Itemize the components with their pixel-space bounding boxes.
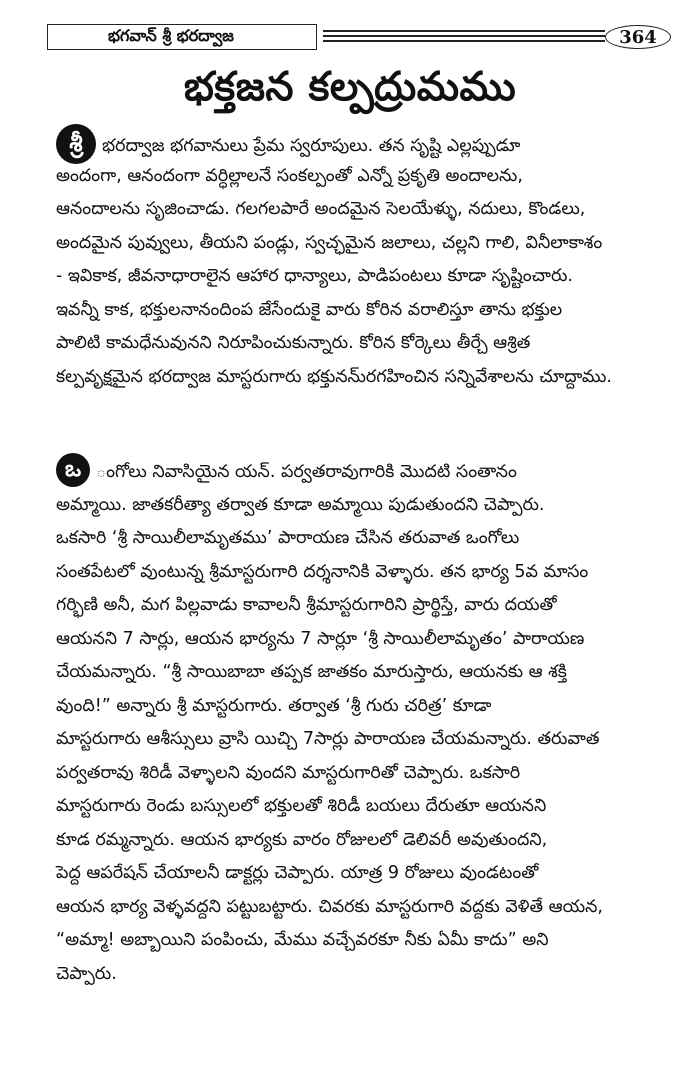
dropcap: ఒ: [56, 453, 90, 487]
paragraph-line: ఆనందాలను సృజించాడు. గలగలపారే అందమైన సెలయేళ్ళు, నదులు, కొండలు,: [56, 199, 586, 219]
paragraph-line: కూడ రమ్మన్నారు. ఆయన భార్యకు వారం రోజులలో డెలివరీ అవుతుందని,: [56, 829, 548, 850]
chapter-title: భక్తజన కల్పద్రుమము: [183, 64, 517, 110]
paragraph-line: ఇవన్నీ కాక, భక్తులనానందింప జేసేందుకై వారు కోరిన వరాలిస్తూ తాను భక్తుల: [56, 299, 563, 320]
paragraph-line: మాస్టరుగారు రెండు బస్సులలో భక్తులతో శిరిడీ బయలు దేరుతూ ఆయనని: [56, 796, 547, 816]
paragraph-line: కల్పవృక్షమైన భరద్వాజ మాస్టరుగారు భక్తునను్రగహించిన సన్నివేశాలను చూద్దాము.: [56, 366, 612, 387]
paragraph-line: వుంది!” అన్నారు శ్రీ మాస్టరుగారు. తర్వాత ‘శ్రీ గురు చరిత్ర’ కూడా: [56, 695, 492, 716]
paragraph-line: “అమ్మా! అబ్బాయిని పంపించు, మేము వచ్చేవరకూ నీకు ఏమీ కాదు” అని: [56, 930, 549, 950]
paragraph-1: [56, 126, 656, 394]
dropcap: శ్రీ: [56, 124, 96, 164]
page-number: 364: [605, 25, 671, 49]
paragraph-line: చెప్పారు.: [56, 963, 117, 984]
paragraph-line: ఆయనని 7 సార్లు, ఆయన భార్యను 7 సార్లూ ‘శ్రీ సాయిలీలామృతం’ పారాయణ: [56, 628, 585, 649]
paragraph-line: పర్వతరావు శిరిడీ వెళ్ళాలని వుందని మాస్టరుగారితో చెప్పారు. ఒకసారి: [56, 762, 521, 783]
paragraph-line: గర్భిణి అనీ, మగ పిల్లవాడు కావాలనీ శ్రీమాస్టరుగారిని ప్రార్థిస్తే, వారు దయతో: [56, 595, 557, 615]
paragraph-line: అందంగా, ఆనందంగా వర్ధిల్లాలనే సంకల్పంతో ఎన్నో ప్రకృతి అందాలను,: [56, 165, 523, 186]
paragraph-line: అందమైన పువ్వులు, తీయని పండ్లు, స్వచ్ఛమైన జలాలు, చల్లని గాలి, వినీలాకాశం: [56, 232, 603, 253]
paragraph-line: [56, 126, 656, 160]
paragraph-line: చేయమన్నారు. “శ్రీ సాయిబాబా తప్పక జాతకం మారుస్తారు, ఆయనకు ఆ శక్తి: [56, 662, 567, 682]
paragraph-line: పెద్ద ఆపరేషన్ చేయాలనీ డాక్టర్లు చెప్పారు. యాత్ర 9 రోజులు వుండటంతో: [56, 863, 539, 883]
paragraph-line: ఒకసారి ‘శ్రీ సాయిలీలామృతము’ పారాయణ చేసిన తరువాత ఒంగోలు: [56, 528, 520, 548]
paragraph-line: అమ్మాయి. జాతకరీత్యా తర్వాత కూడా అమ్మాయి పుడుతుందని చెప్పారు.: [56, 494, 545, 515]
paragraph-line: సంతపేటలో వుంటున్న శ్రీమాస్టరుగారి దర్శనానికి వెళ్ళారు. తన భార్య 5వ మాసం: [56, 561, 589, 582]
paragraph-line: [56, 455, 656, 489]
running-title: భగవాన్ శ్రీ భరద్వాజ: [47, 24, 317, 50]
paragraph-2: [56, 455, 656, 991]
line-text: ంగోలు నివాసియైన యన్. పర్వతరావుగారికి మొదటి సంతానం: [96, 462, 517, 482]
paragraph-line: - ఇవికాక, జీవనాధారాలైన ఆహార ధాన్యాలు, పాడిపంటలు కూడా సృష్టించారు.: [56, 266, 573, 286]
paragraph-line: మాస్టరుగారు ఆశీస్సులు వ్రాసి యిచ్చి 7సార్లు పారాయణ చేయమన్నారు. తరువాత: [56, 729, 600, 749]
paragraph-line: పాలిటి కామధేనువునని నిరూపించుకున్నారు. కోరిన కోర్కెలు తీర్చే ఆశ్రిత: [56, 333, 531, 353]
header-rule-lines: [323, 30, 605, 46]
paragraph-line: ఆయన భార్య వెళ్ళవద్దని పట్టుబట్టారు. చివరకు మాస్టరుగారి వద్దకు వెళితే ఆయన,: [56, 896, 603, 917]
running-header: [47, 24, 673, 54]
line-text: భరద్వాజ భగవానులు ప్రేమ స్వరూపులు. తన సృష్టి ఎల్లప్పుడూ: [102, 136, 521, 156]
